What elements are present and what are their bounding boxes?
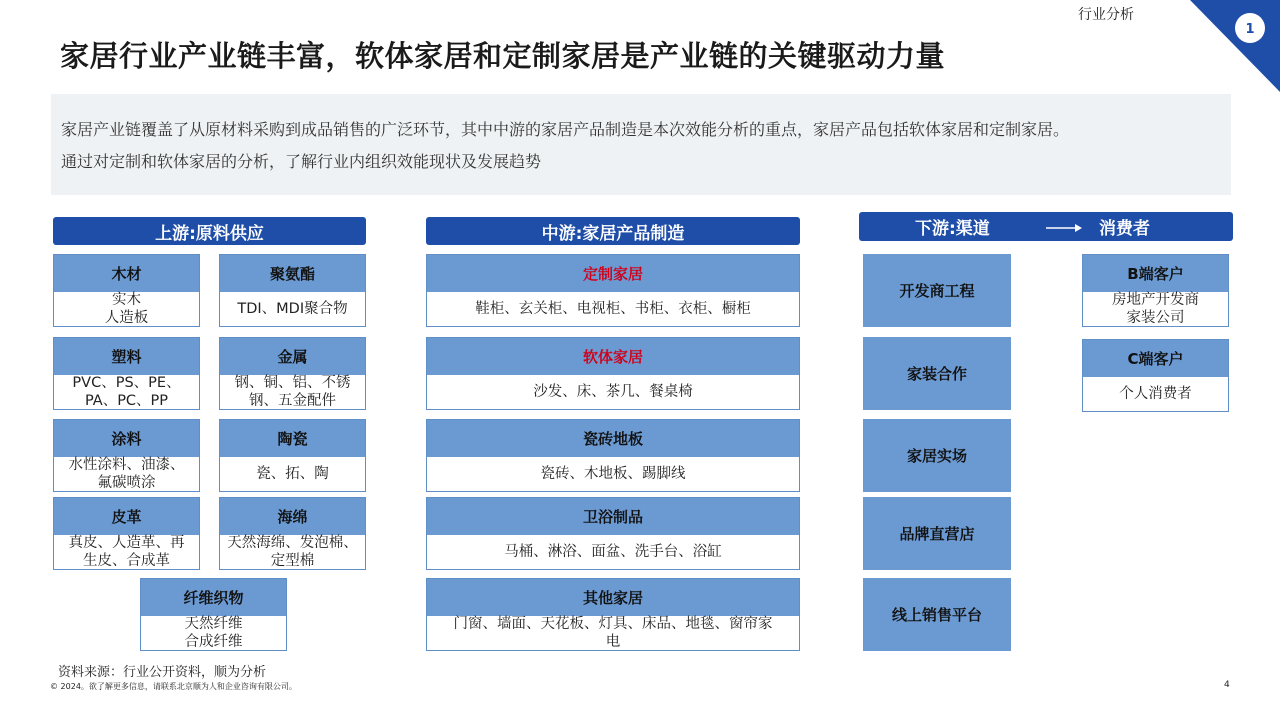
category-line: 水性涂料、油漆、 xyxy=(68,457,185,473)
upstream-header: 上游:原料供应 xyxy=(53,217,366,245)
downstream-header-consumer: 消费者 xyxy=(1099,219,1150,239)
category-body xyxy=(141,616,286,650)
category-line: 合成纤维 xyxy=(184,634,243,650)
category-line: 钢、铜、铝、不锈 xyxy=(234,375,351,391)
page-title: 家居行业产业链丰富，软体家居和定制家居是产业链的关键驱动力量 xyxy=(60,39,946,73)
category-title: 卫浴制品 xyxy=(427,498,799,535)
upstream-item-plastic xyxy=(53,337,200,410)
upstream-item-wood xyxy=(53,254,200,327)
category-line: 电 xyxy=(605,634,621,650)
category-title: C端客户 xyxy=(1083,340,1228,377)
channel-home-mall: 家居实场 xyxy=(863,419,1011,492)
category-body xyxy=(427,616,799,650)
copyright-note: © 2024。欲了解更多信息，请联系北京顺为人和企业咨询有限公司。 xyxy=(50,682,297,691)
category-title: 金属 xyxy=(220,338,365,375)
downstream-header-channel: 下游:渠道 xyxy=(915,219,990,239)
category-body xyxy=(54,292,199,326)
category-title: 海绵 xyxy=(220,498,365,535)
category-title: 聚氨酯 xyxy=(220,255,365,292)
category-body: TDI、MDI聚合物 xyxy=(237,301,348,317)
category-body xyxy=(54,457,199,491)
channel-online: 线上销售平台 xyxy=(863,578,1011,651)
page-badge-number: 1 xyxy=(1245,22,1255,37)
category-line: 生皮、合成革 xyxy=(83,553,170,569)
intro-line: 家居产业链覆盖了从原材料采购到成品销售的广泛环节，其中中游的家居产品制造是本次效能分析的重点，家居产品包括软体家居和定制家居。 xyxy=(61,120,1070,139)
intro-line: 通过对定制和软体家居的分析，了解行业内组织效能现状及发展趋势 xyxy=(61,152,542,171)
category-line: 房地产开发商 xyxy=(1112,292,1199,308)
category-line: 实木 xyxy=(112,292,141,308)
category-line: 真皮、人造革、再 xyxy=(68,535,185,551)
category-line: PA、PC、PP xyxy=(84,393,169,409)
category-body: 鞋柜、玄关柜、电视柜、书柜、衣柜、橱柜 xyxy=(475,301,751,317)
category-body: 沙发、床、茶几、餐桌椅 xyxy=(533,384,693,400)
category-line: 天然纤维 xyxy=(184,616,243,632)
midstream-item-custom xyxy=(426,254,800,327)
category-title: 定制家居 xyxy=(427,255,799,292)
channel-decoration: 家装合作 xyxy=(863,337,1011,410)
upstream-item-metal xyxy=(219,337,366,410)
category-body xyxy=(54,535,199,569)
category-line: 家装公司 xyxy=(1126,310,1185,326)
upstream-item-sponge xyxy=(219,497,366,570)
category-line: 人造板 xyxy=(104,310,149,326)
midstream-header: 中游:家居产品制造 xyxy=(426,217,800,245)
category-line: 门窗、墙面、天花板、灯具、床品、地毯、窗帘家 xyxy=(453,616,773,632)
category-body: 瓷、拓、陶 xyxy=(256,466,329,482)
upstream-item-polyurethane xyxy=(219,254,366,327)
category-title: 皮革 xyxy=(54,498,199,535)
category-title: 涂料 xyxy=(54,420,199,457)
section-label: 行业分析 xyxy=(1078,7,1134,23)
category-title: 木材 xyxy=(54,255,199,292)
intro-panel xyxy=(51,94,1231,195)
midstream-item-soft xyxy=(426,337,800,410)
category-title: 其他家居 xyxy=(427,579,799,616)
upstream-item-fiber xyxy=(140,578,287,651)
category-body: 瓷砖、木地板、踢脚线 xyxy=(540,466,686,482)
midstream-item-bathroom xyxy=(426,497,800,570)
source-note: 资料来源：行业公开资料，顺为分析 xyxy=(58,665,267,680)
category-body: 个人消费者 xyxy=(1119,386,1192,402)
category-body: 马桶、淋浴、面盆、洗手台、浴缸 xyxy=(504,544,722,560)
category-body xyxy=(1083,292,1228,326)
midstream-item-tile xyxy=(426,419,800,492)
consumer-c-end xyxy=(1082,339,1229,412)
category-title: 纤维织物 xyxy=(141,579,286,616)
category-line: 天然海绵、发泡棉、 xyxy=(227,535,358,551)
category-title: 软体家居 xyxy=(427,338,799,375)
category-title: 瓷砖地板 xyxy=(427,420,799,457)
channel-brand-store: 品牌直营店 xyxy=(863,497,1011,570)
arrow-right-icon xyxy=(1046,222,1082,234)
upstream-item-ceramic xyxy=(219,419,366,492)
page-number: 4 xyxy=(1224,680,1230,690)
category-title: 陶瓷 xyxy=(220,420,365,457)
corner-decoration xyxy=(1190,0,1280,92)
category-line: 定型棉 xyxy=(270,553,315,569)
category-line: PVC、PS、PE、 xyxy=(72,375,181,391)
category-line: 氟碳喷涂 xyxy=(97,475,156,491)
upstream-item-coating xyxy=(53,419,200,492)
category-title: B端客户 xyxy=(1083,255,1228,292)
consumer-b-end xyxy=(1082,254,1229,327)
category-body xyxy=(220,375,365,409)
midstream-item-other xyxy=(426,578,800,651)
category-line: 钢、五金配件 xyxy=(249,393,336,409)
category-body xyxy=(220,535,365,569)
channel-developer: 开发商工程 xyxy=(863,254,1011,327)
upstream-item-leather xyxy=(53,497,200,570)
category-title: 塑料 xyxy=(54,338,199,375)
category-body xyxy=(54,375,199,409)
